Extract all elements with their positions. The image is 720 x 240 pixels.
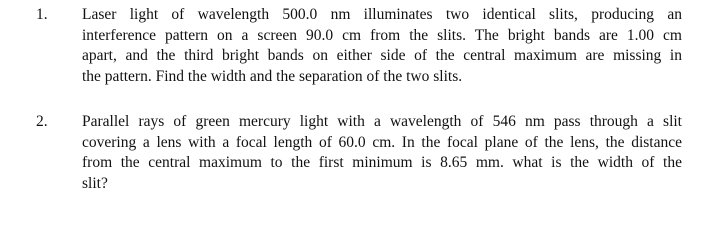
problem-text-line: apart, and the third bright bands on either side of the central maximum are missing in [82,47,682,64]
problem-text-line: covering a lens with a focal length of 60.0 cm. In the focal plane of the lens, the distance [82,133,682,151]
problem-text-line: Parallel rays of green mercury light with a wavelength of 546 nm pass through a slit [82,113,682,130]
problem-number: 1. [36,6,48,23]
problem-number: 2. [36,113,48,130]
problem-text [82,5,682,87]
problem-text-line: interference pattern on a screen 90.0 cm from the slits. The bright bands are 1.00 cm [82,26,682,44]
problem-text-line: from the central maximum to the first minimum is 8.65 mm. what is the width of the [82,154,682,171]
problem-text-line: the pattern. Find the width and the separation of the two slits. [82,67,463,85]
problem-text-line: slit? [82,174,108,192]
problem-text-line: Laser light of wavelength 500.0 nm illuminates two identical slits, producing an [82,6,682,23]
problem-text [82,112,682,194]
